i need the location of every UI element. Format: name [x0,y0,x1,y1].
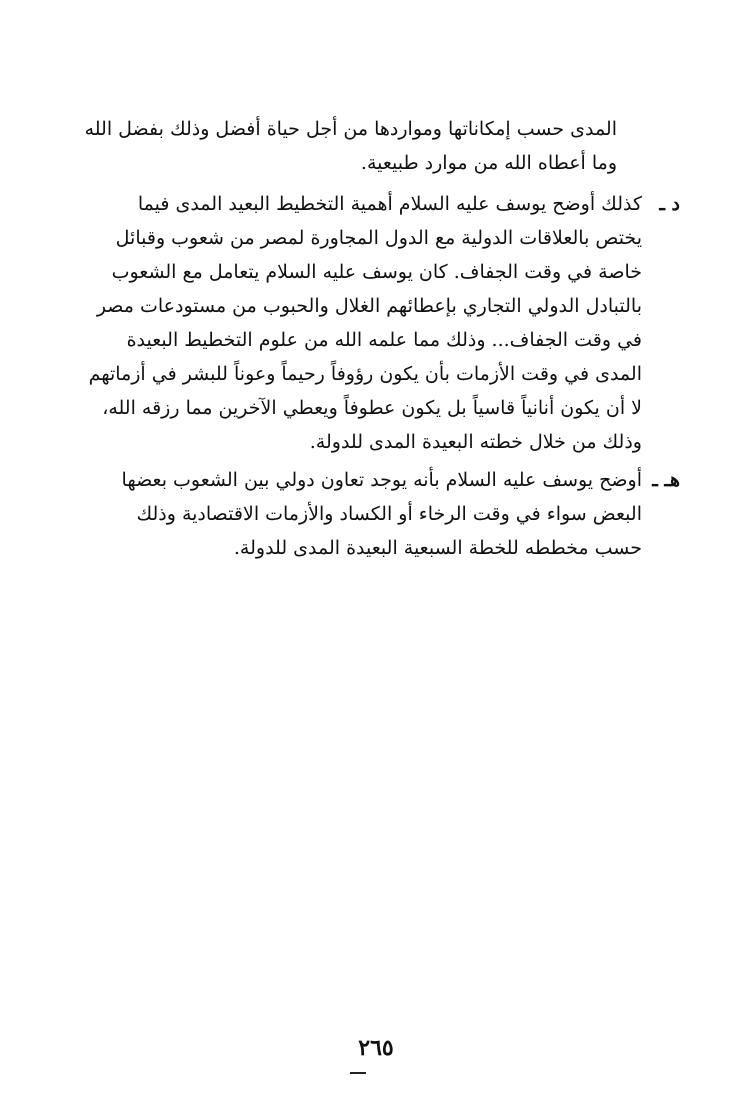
text-line: المدى حسب إمكاناتها ومواردها من أجل حياة أفضل وذلك بفضل الله [84,118,617,140]
list-marker: هـ ـ [652,469,680,491]
text-line: لا أن يكون أنانياً قاسياً بل يكون عطوفاً ويعطي الآخرين مما رزقه الله، [102,397,642,419]
page-number: ٢٦٥ [358,1035,394,1061]
text-line: يختص بالعلاقات الدولية مع الدول المجاورة لمصر من شعوب وقبائل [115,227,642,249]
continuation-paragraph [84,112,617,180]
page-number-rule [350,1072,366,1074]
text-line: أوضح يوسف عليه السلام بأنه يوجد تعاون دولي بين الشعوب بعضها [121,469,642,491]
text-line: وما أعطاه الله من موارد طبيعية. [360,152,617,174]
text-line: المدى في وقت الأزمات بأن يكون رؤوفاً رحيماً وعوناً للبشر في أزماتهم [88,363,642,385]
text-line: وذلك من خلال خطته البعيدة المدى للدولة. [309,431,642,453]
text-line: بالتبادل الدولي التجاري بإعطائهم الغلال والحبوب من مستودعات مصر [96,295,642,317]
list-item-body [82,463,642,565]
text-line: في وقت الجفاف... وذلك مما علمه الله من علوم التخطيط البعيدة [126,329,642,351]
text-line: البعض سواء في وقت الرخاء أو الكساد والأزمات الاقتصادية وذلك [136,503,642,525]
list-item-body [82,187,642,459]
text-line: حسب مخططه للخطة السبعية البعيدة المدى للدولة. [233,537,642,559]
text-line: كذلك أوضح يوسف عليه السلام أهمية التخطيط البعيد المدى فيما [137,193,642,215]
list-marker: د ـ [659,193,680,215]
text-line: خاصة في وقت الجفاف. كان يوسف عليه السلام يتعامل مع الشعوب [111,261,642,283]
